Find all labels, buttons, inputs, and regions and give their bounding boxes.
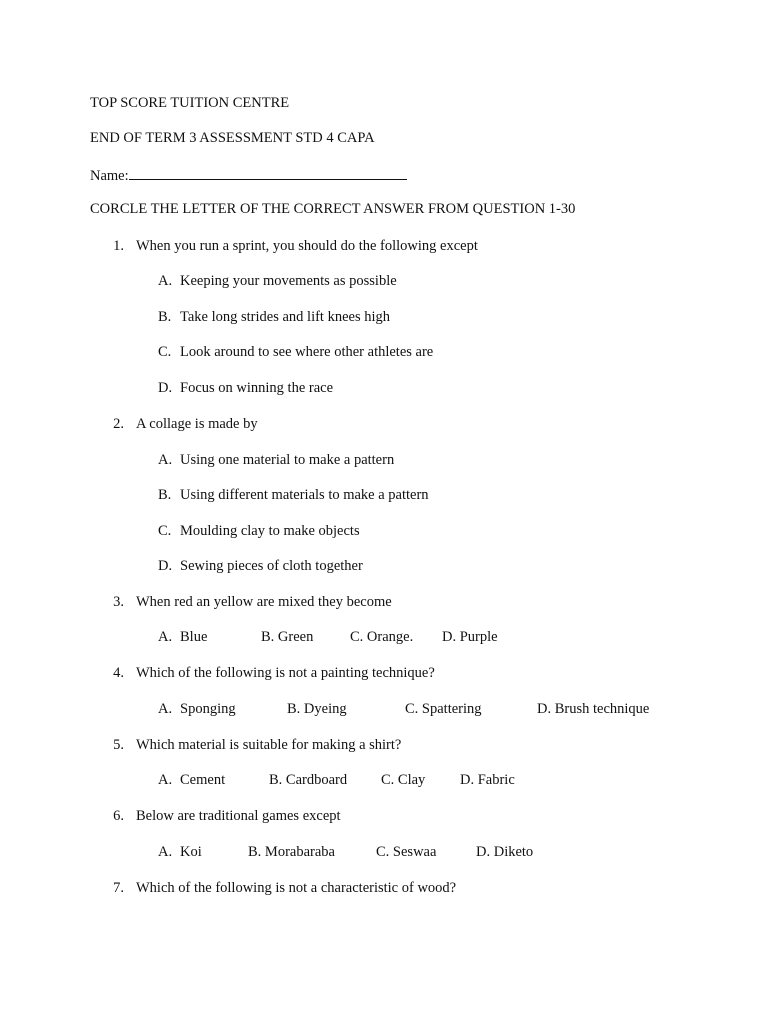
option-text: Blue bbox=[180, 629, 208, 645]
question-text: A collage is made by bbox=[136, 416, 258, 432]
option-6b[interactable]: B. Morabaraba bbox=[248, 844, 335, 860]
option-1c[interactable] bbox=[158, 343, 433, 361]
option-text: Look around to see where other athletes are bbox=[180, 344, 434, 360]
option-letter: A. bbox=[158, 629, 173, 645]
question-text: When you run a sprint, you should do the following except bbox=[136, 238, 478, 254]
option-text: Using one material to make a pattern bbox=[180, 452, 395, 468]
option-3b[interactable]: B. Green bbox=[261, 629, 314, 645]
option-6c[interactable]: C. Seswaa bbox=[376, 844, 437, 860]
option-letter: A. bbox=[158, 701, 173, 717]
instructions: CORCLE THE LETTER OF THE CORRECT ANSWER FROM QUESTION 1-30 bbox=[90, 201, 576, 217]
name-label: Name: bbox=[90, 168, 129, 184]
option-letter: D. bbox=[158, 380, 173, 396]
option-4d[interactable]: D. Brush technique bbox=[537, 701, 650, 717]
option-6a[interactable] bbox=[158, 843, 202, 861]
option-letter: C. bbox=[158, 344, 172, 360]
option-letter: C. bbox=[158, 523, 172, 539]
question-text: Which material is suitable for making a shirt? bbox=[136, 737, 402, 753]
option-text: Take long strides and lift knees high bbox=[180, 309, 390, 325]
option-text: Keeping your movements as possible bbox=[180, 273, 397, 289]
question-number: 2. bbox=[113, 416, 124, 432]
option-letter: B. bbox=[158, 309, 172, 325]
name-field[interactable] bbox=[90, 165, 407, 183]
option-2d[interactable] bbox=[158, 557, 363, 575]
option-letter: A. bbox=[158, 452, 173, 468]
option-1a[interactable] bbox=[158, 272, 397, 290]
question-number: 4. bbox=[113, 665, 124, 681]
option-text: Cement bbox=[180, 772, 226, 788]
option-letter: A. bbox=[158, 273, 173, 289]
question-text: Which of the following is not a characteristic of wood? bbox=[136, 880, 457, 896]
question-text: Below are traditional games except bbox=[136, 808, 341, 824]
option-5a[interactable] bbox=[158, 771, 225, 789]
option-6d[interactable]: D. Diketo bbox=[476, 844, 534, 860]
option-1d[interactable] bbox=[158, 379, 333, 397]
option-text: Sponging bbox=[180, 701, 236, 717]
name-blank-line[interactable] bbox=[129, 165, 407, 180]
option-4a[interactable] bbox=[158, 700, 236, 718]
question-number: 7. bbox=[113, 880, 124, 896]
option-2b[interactable] bbox=[158, 486, 429, 504]
option-4c[interactable]: C. Spattering bbox=[405, 701, 482, 717]
option-5b[interactable]: B. Cardboard bbox=[269, 772, 348, 788]
option-1b[interactable] bbox=[158, 308, 390, 326]
option-letter: A. bbox=[158, 844, 173, 860]
assessment-title: END OF TERM 3 ASSESSMENT STD 4 CAPA bbox=[90, 130, 375, 146]
option-letter: A. bbox=[158, 772, 173, 788]
option-3c[interactable]: C. Orange. bbox=[350, 629, 414, 645]
question-number: 6. bbox=[113, 808, 124, 824]
option-text: Moulding clay to make objects bbox=[180, 523, 360, 539]
option-3a[interactable] bbox=[158, 628, 207, 646]
question-text: Which of the following is not a painting technique? bbox=[136, 665, 435, 681]
school-name: TOP SCORE TUITION CENTRE bbox=[90, 95, 290, 111]
option-5d[interactable]: D. Fabric bbox=[460, 772, 515, 788]
option-5c[interactable]: C. Clay bbox=[381, 772, 426, 788]
option-text: Koi bbox=[180, 844, 202, 860]
option-2c[interactable] bbox=[158, 522, 360, 540]
question-number: 3. bbox=[113, 594, 124, 610]
question-number: 5. bbox=[113, 737, 124, 753]
option-text: Sewing pieces of cloth together bbox=[180, 558, 363, 574]
option-text: Using different materials to make a pattern bbox=[180, 487, 429, 503]
option-2a[interactable] bbox=[158, 451, 394, 469]
option-letter: D. bbox=[158, 558, 173, 574]
option-3d[interactable]: D. Purple bbox=[442, 629, 498, 645]
option-text: Focus on winning the race bbox=[180, 380, 334, 396]
question-text: When red an yellow are mixed they become bbox=[136, 594, 392, 610]
option-letter: B. bbox=[158, 487, 172, 503]
question-number: 1. bbox=[113, 238, 124, 254]
option-4b[interactable]: B. Dyeing bbox=[287, 701, 347, 717]
